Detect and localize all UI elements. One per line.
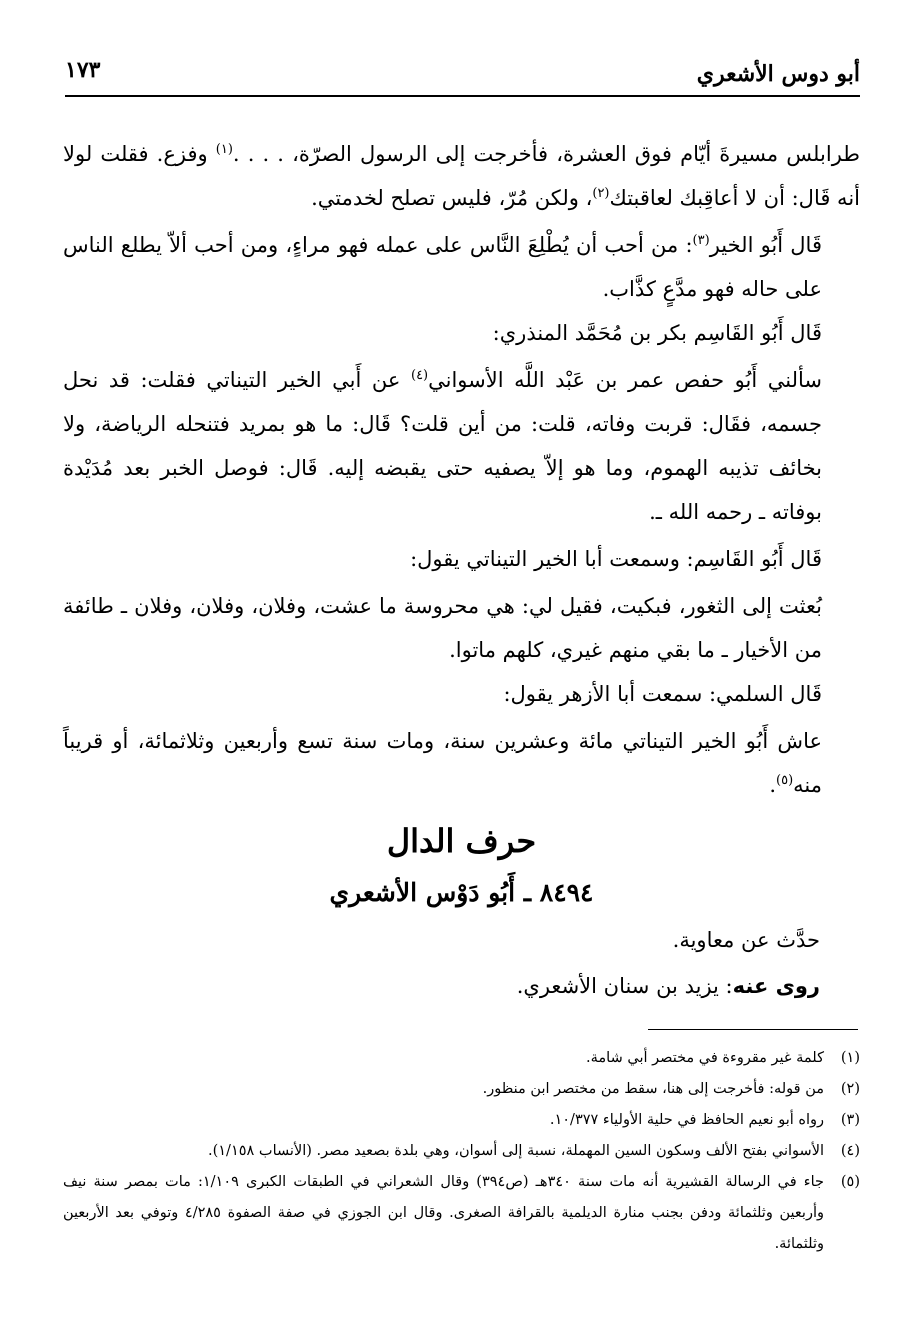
paragraph: قَال السلمي: سمعت أبا الأزهر يقول: bbox=[503, 682, 822, 706]
text-run: طرابلس مسيرةَ أيّام فوق العشرة، فأخرجت إلى الرسول الصرّة، . . . . bbox=[232, 142, 860, 166]
footnote bbox=[63, 1043, 860, 1074]
page-number: ١٧٣ bbox=[65, 57, 101, 83]
entry-heading: ٨٤٩٤ ـ أَبُو دَوْس الأشعري bbox=[329, 878, 594, 907]
text-run: قَال أَبُو الخير bbox=[709, 233, 822, 257]
page-header bbox=[65, 55, 860, 97]
footnote-number: (٤) bbox=[840, 1143, 860, 1159]
body-text bbox=[63, 132, 860, 807]
footnote-text: رواه أبو نعيم الحافظ في حلية الأولياء ١٠/٣٧٧. bbox=[549, 1112, 824, 1128]
footnote-ref: (٢) bbox=[592, 186, 610, 201]
footnote-number: (١) bbox=[840, 1050, 860, 1066]
paragraph bbox=[63, 223, 860, 311]
running-title: أبو دوس الأشعري bbox=[696, 61, 860, 87]
text-run: عاش أَبُو الخير التيناتي مائة وعشرين سنة، ومات سنة تسع وأربعين وثلاثمائة، أو قريباً منه bbox=[63, 729, 822, 797]
paragraph: قَال أَبُو القَاسِم: وسمعت أبا الخير التيناتي يقول: bbox=[410, 547, 822, 571]
footnote-ref: (٣) bbox=[692, 233, 710, 248]
footnote bbox=[63, 1136, 860, 1167]
footnote-text: كلمة غير مقروءة في مختصر أبي شامة. bbox=[586, 1050, 824, 1066]
paragraph: بُعثت إلى الثغور، فبكيت، فقيل لي: هي محروسة ما عشت، وفلان، وفلان، وفلان ـ طائفة من الأخيار ـ ما بقي منهم غيري، كلهم ماتوا. bbox=[63, 594, 822, 662]
paragraph bbox=[63, 719, 860, 807]
footnote-text: الأسواني بفتح الألف وسكون السين المهملة، نسبة إلى أسوان، وهي بلدة بصعيد مصر. (الأنساب ١/١٥٨). bbox=[207, 1143, 824, 1159]
footnote bbox=[63, 1105, 860, 1136]
footnote-text: من قوله: فأخرجت إلى هنا، سقط من مختصر ابن منظور. bbox=[482, 1081, 824, 1097]
text-run: عن أَبي الخير التيناتي فقلت: قد نحل جسمه، فقَال: قربت وفاته، قلت: من أين قلت؟ قَال: ما هو بمريد فتنحله الرياضة، ولا بخائف تذيبه الهموم، وما هو إلاّ يصفيه حتى يقبضه إليه. قَال: فوصل الخبر بعد مُدَيْدة بوفاته ـ رحمه الله ـ. bbox=[63, 368, 822, 524]
footnote-number: (٥) bbox=[840, 1174, 860, 1190]
footnote bbox=[63, 1074, 860, 1105]
text-run: . bbox=[769, 773, 776, 797]
text-run: وفزع. فقلت لولا أنه قَال: أن لا أعاقِبك لعاقبتك bbox=[63, 142, 860, 210]
footnote-number: (٣) bbox=[840, 1112, 860, 1128]
narrated-by bbox=[517, 974, 820, 998]
paragraph: قَال أَبُو القَاسِم بكر بن مُحَمَّد المنذري: bbox=[492, 321, 822, 345]
narrated-text: : يزيد بن سنان الأشعري. bbox=[516, 974, 733, 998]
footnote-divider bbox=[648, 1029, 858, 1030]
section-heading: حرف الدال bbox=[386, 822, 537, 860]
text-run: ، ولكن مُرّ، فليس تصلح لخدمتي. bbox=[311, 186, 593, 210]
paragraph bbox=[63, 358, 860, 534]
footnote-ref: (١) bbox=[215, 142, 233, 157]
footnote-ref: (٥) bbox=[776, 773, 794, 788]
entry-text: حدَّث عن معاوية. bbox=[672, 928, 820, 952]
text-run: سألني أَبُو حفص عمر بن عَبْد اللَّه الأسواني bbox=[428, 368, 822, 392]
narrated-label: روى عنه bbox=[732, 974, 820, 998]
footnote-ref: (٤) bbox=[410, 368, 429, 383]
paragraph bbox=[63, 132, 860, 220]
footnotes bbox=[63, 1043, 860, 1260]
footnote-number: (٢) bbox=[840, 1081, 860, 1097]
footnote-text: جاء في الرسالة القشيرية أنه مات سنة ٣٤٠هـ (ص٣٩٤) وقال الشعراني في الطبقات الكبرى ١/١٠٩: مات بمصر سنة نيف وأربعين وثلثمائة ودفن بجنب منارة الديلمية بالقرافة الصغرى. وقال ابن الجوزي في صفة الصفوة ٤/٢٨٥ وتوفي بعد الأربعين وثلثمائة. bbox=[63, 1174, 825, 1252]
footnote bbox=[63, 1167, 860, 1260]
text-run: : من أحب أن يُطْلِعَ النَّاس على عمله فهو مراءٍ، ومن أحب ألاّ يطلع الناس على حاله فهو مدَّعٍ كذَّاب. bbox=[63, 233, 822, 301]
